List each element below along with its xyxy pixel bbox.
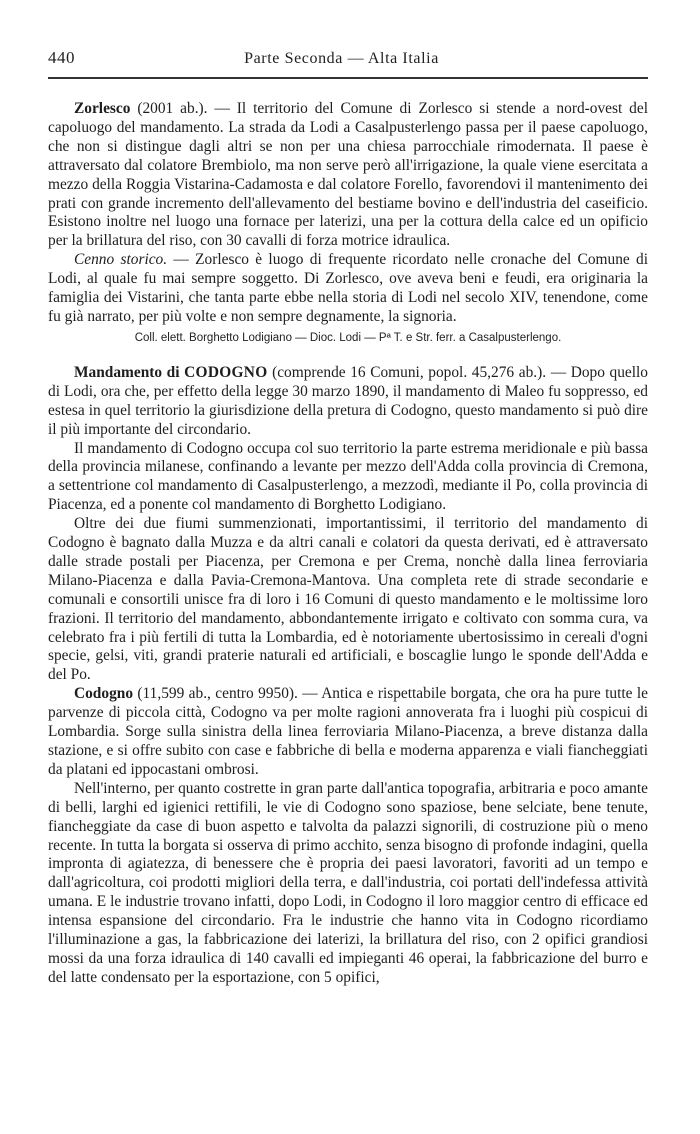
cenno-storico-paragraph [48, 251, 648, 327]
codogno-heading: Codogno [74, 685, 134, 703]
codogno-text: (11,599 ab., centro 9950). — Antica e rispettabile borgata, che ora ha pure tutte le parvenze di piccola città, Codogno va per molte ragioni annoverata fra i luoghi più cospicui di Lombardia. Sorge sulla sinistra della linea ferroviaria Milano-Piacenza, a breve distanza dalla stazione, e si offre subito con case e fabbriche di bella e moderna apparenza e viali fiancheggiati da platani ed ippocastani ombrosi. [48, 685, 648, 778]
page-header [48, 48, 648, 74]
zorlesco-heading: Zorlesco [74, 100, 131, 117]
collegio-info-line: Coll. elett. Borghetto Lodigiano — Dioc. Lodi — Pª T. e Str. ferr. a Casalpusterlengo. [134, 331, 562, 344]
mandamento-territorio-paragraph: Oltre dei due fiumi summenzionati, importantissimi, il territorio del mandamento di Codogno è bagnato dalla Muzza e da altri canali e colatori da questa derivati, ed è attraversato dalle strade postali per Piacenza, per Cremona e per Crema, nonchè dalla linea ferroviaria Milano-Piacenza e dalla Pavia-Cremona-Mantova. Una completa rete di strade secondarie e comunali e consortili unisce fra di loro i 16 Comuni di questo mandamento e le moltissime loro frazioni. Il territorio del mandamento, abbondantemente irrigato e coltivato con somma cura, va celebrato fra i più fertili di tutta la Lombardia, ed è notoriamente ubertosissimo in cereali d'ogni specie, gelsi, viti, grandi praterie naturali ed artificiali, e boscaglie lungo le sponde dell'Adda e del Po. [48, 515, 648, 684]
mandamento-paragraph [48, 364, 648, 440]
header-rule [48, 77, 648, 79]
mandamento-name: CODOGNO [184, 363, 268, 381]
mandamento-text: (comprende 16 Comuni, popol. 45,276 ab.). — Dopo quello di Lodi, ora che, per effetto della legge 30 marzo 1890, il mandamento di Maleo fu soppresso, ed estesa in quel territorio la giurisdizione della pretura di Codogno, questo mandamento si può dire il più importante del circondario. [48, 363, 648, 438]
cenno-storico-text: — Zorlesco è luogo di frequente ricordato nelle cronache del Comune di Lodi, al quale fu mai sempre soggetto. Di Zorlesco, ove aveva beni e feudi, era originaria la famiglia dei Vistarini, che tanta parte ebbe nella storia di Lodi nel secolo XIV, tenendone, come fu già narrato, per più volte e non sempre degnamente, la signoria. [48, 251, 649, 325]
zorlesco-paragraph [48, 100, 648, 251]
codogno-interno-paragraph: Nell'interno, per quanto costrette in gran parte dall'antica topografia, arbitraria e poco amante di belli, larghi ed igienici rettifili, le vie di Codogno sono spaziose, bene selciate, bene tenute, fiancheggiate da case di buon aspetto e talvolta da palazzi signorili, di costruzione più o meno recente. In tutta la borgata si osserva di primo acchito, senza bisogno di profonde indagini, quella impronta di agiatezza, di benessere che è propria dei paesi lavoratori, favoriti ad un tempo e dall'agricoltura, coi prodotti migliori della terra, e dall'industria, coi portati dell'indefessa attività umana. E le industrie trovano infatti, dopo Lodi, in Codogno il loro maggior centro di efficace ed intensa espansione del circondario. Fra le industrie che hanno vita in Codogno ricordiamo l'illuminazione a gas, la fabbricazione dei laterizi, la brillatura del riso, con 2 opifici grandiosi mossi da una forza idraulica di 140 cavalli ed impieganti 46 operai, la fabbricazione del burro e del latte condensato per la esportazione, con 5 opifici, [48, 779, 648, 986]
section-gap [48, 346, 648, 364]
zorlesco-text: (2001 ab.). — Il territorio del Comune di Zorlesco si stende a nord-ovest del capoluogo del mandamento. La strada da Lodi a Casalpusterlengo passa per il paese capoluogo, che non si distingue dagli altri se non per una chiesa parrocchiale rimodernata. Il paese è attraversato dal colatore Brembiolo, ma non serve però all'irrigazione, la quale viene esercitata a mezzo della Roggia Vistarina-Cadamosta e dal colatore Forello, favorendovi il mantenimento dei prati con grande incremento dell'allevamento del bestiame bovino e dell'industria del caseificio. Esistono inoltre nel luogo una fornace per laterizi, una per la cottura della calce ed un opificio per la brillatura del riso, con 30 cavalli di forza motrice idraulica. [48, 100, 648, 250]
page-body [48, 100, 648, 988]
mandamento-lead: Mandamento di [74, 363, 185, 381]
cenno-storico-label: Cenno storico. [74, 251, 168, 269]
page-number: 440 [48, 48, 75, 67]
mandamento-confini-paragraph: Il mandamento di Codogno occupa col suo territorio la parte estrema meridionale e più bassa della provincia milanese, confinando a levante per mezzo dell'Adda colla provincia di Cremona, a settentrione col mandamento di Casalpusterlengo, a mezzodì, mediante il Po, colla provincia di Piacenza, ed a ponente col mandamento di Borghetto Lodigiano. [48, 439, 648, 514]
running-title: Parte Seconda — Alta Italia [244, 50, 439, 67]
codogno-paragraph [48, 685, 648, 780]
